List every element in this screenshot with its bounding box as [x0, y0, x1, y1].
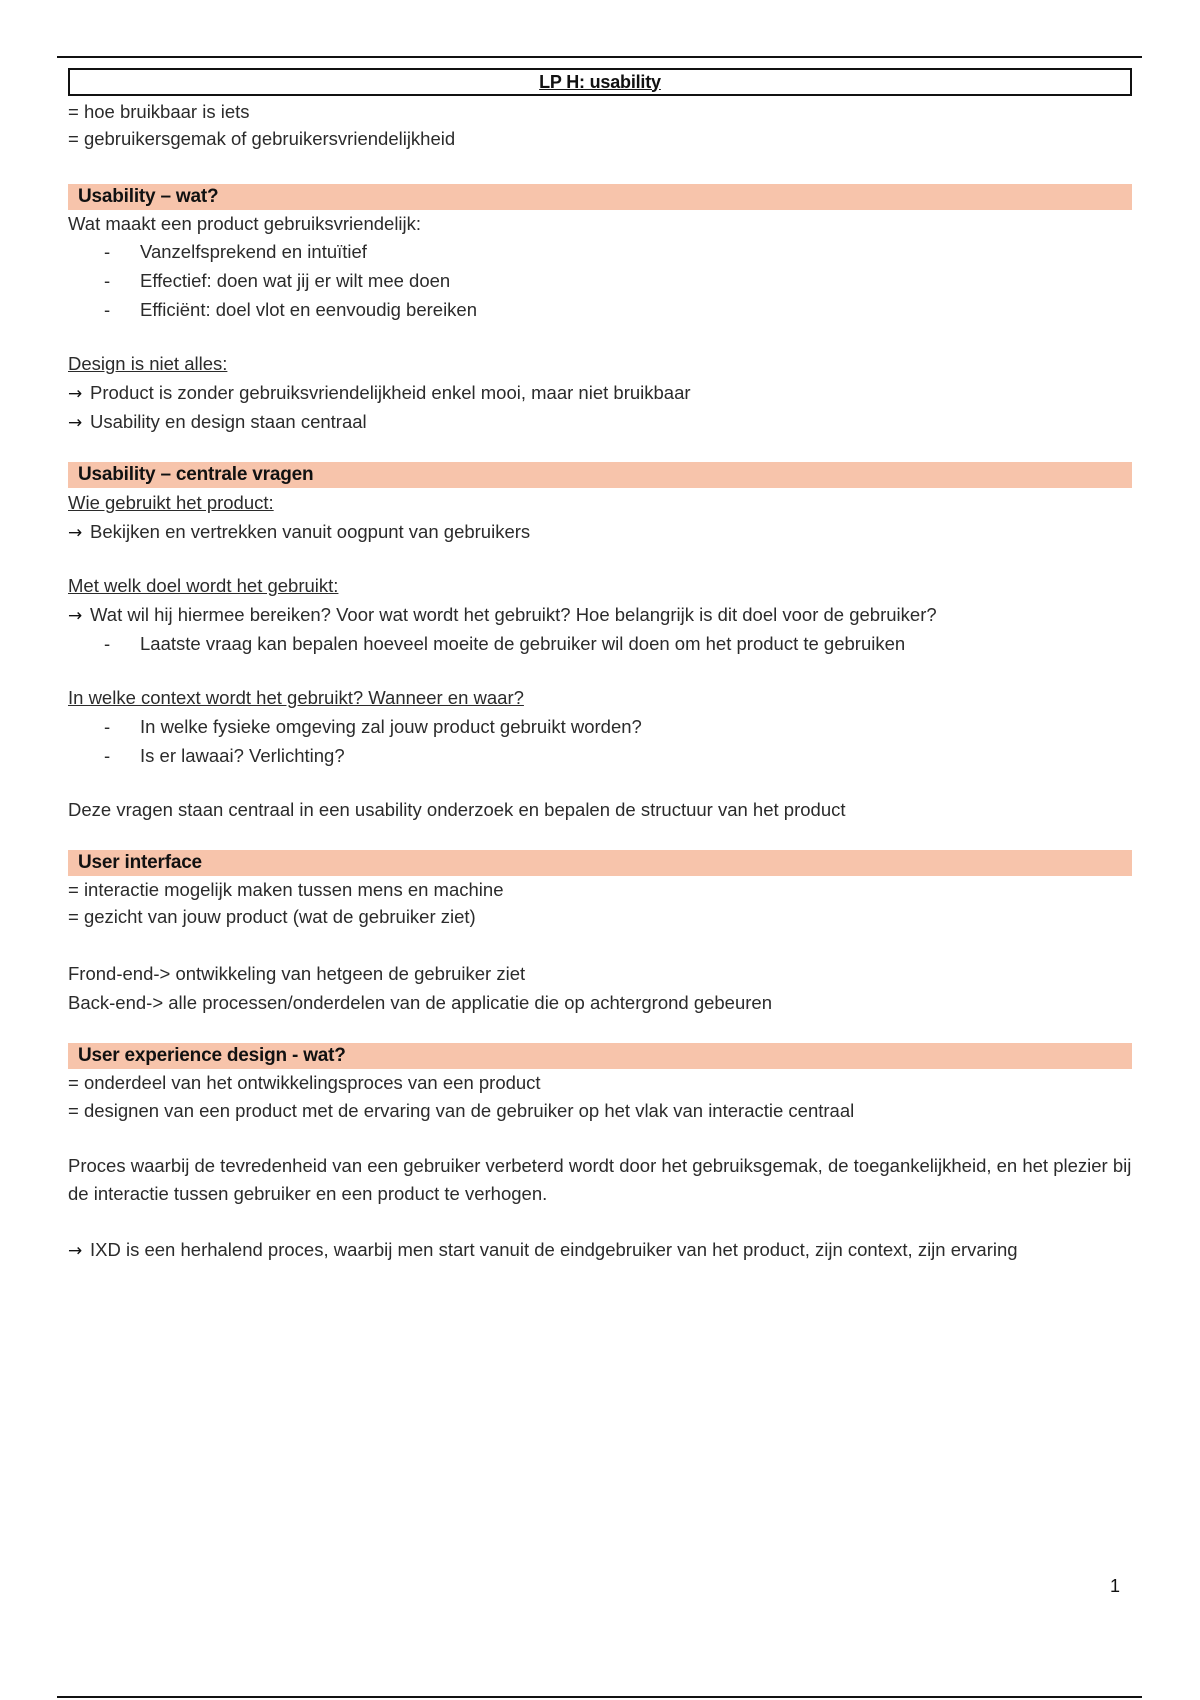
spacer: [68, 436, 1132, 462]
arrow-icon: →: [68, 413, 83, 433]
spacer: [68, 546, 1132, 571]
bullet-item: [68, 741, 1132, 770]
bullet-text: In welke fysieke omgeving zal jouw product gebruikt worden?: [140, 716, 642, 737]
dash-marker: -: [104, 241, 111, 262]
bullet-text: Efficiënt: doel vlot en eenvoudig bereiken: [140, 299, 478, 320]
bullet-item: [68, 712, 1132, 741]
bullet-text: Is er lawaai? Verlichting?: [140, 745, 345, 766]
arrow-icon: →: [68, 523, 83, 543]
bullet-text: Vanzelfsprekend en intuïtief: [140, 241, 367, 262]
ux-process-paragraph: Proces waarbij de tevredenheid van een gebruiker verbeterd wordt door het gebruiksgemak, de toegankelijkheid, en het plezier bij de interactie tussen gebruiker en een product te verhogen.: [68, 1155, 1132, 1204]
goal-point-text: Wat wil hij hiermee bereiken? Voor wat wordt het gebruikt? Hoe belangrijk is dit doel voor de gebruiker?: [90, 604, 937, 625]
spacer: [68, 770, 1132, 795]
design-point-2: [68, 407, 1132, 436]
title-box: [68, 68, 1132, 96]
design-point-text: Product is zonder gebruiksvriendelijkheid enkel mooi, maar niet bruikbaar: [90, 382, 691, 403]
design-point-text: Usability en design staan centraal: [90, 411, 367, 432]
bullet-item: [68, 295, 1132, 324]
arrow-icon: →: [68, 1241, 83, 1261]
bullet-text: Laatste vraag kan bepalen hoeveel moeite de gebruiker wil doen om het product te gebruiken: [140, 633, 906, 654]
ui-def-2: = gezicht van jouw product (wat de gebruiker ziet): [68, 906, 476, 927]
page-number: 1: [1110, 1576, 1121, 1596]
goal-heading: Met welk doel wordt het gebruikt:: [68, 575, 339, 596]
who-point: [68, 517, 1132, 546]
document-page: [68, 68, 1132, 1264]
design-heading: Design is niet alles:: [68, 353, 228, 374]
spacer: [68, 658, 1132, 683]
design-point-1: [68, 378, 1132, 407]
wat-lead: Wat maakt een product gebruiksvriendelijk:: [68, 213, 422, 234]
bottom-rule: [57, 1696, 1142, 1698]
ux-def-2: = designen van een product met de ervaring van de gebruiker op het vlak van interactie centraal: [68, 1100, 855, 1121]
arrow-icon: →: [68, 606, 83, 626]
spacer: [68, 324, 1132, 349]
frontend-line: Frond-end-> ontwikkeling van hetgeen de gebruiker ziet: [68, 963, 526, 984]
ixd-line: [68, 1235, 1132, 1264]
section-heading-usability-wat: Usability – wat?: [68, 184, 1132, 210]
spacer: [68, 930, 1132, 959]
bullet-text: Effectief: doen wat jij er wilt mee doen: [140, 270, 451, 291]
bullet-item: [68, 629, 1132, 658]
dash-marker: -: [104, 270, 111, 291]
ui-def-1: = interactie mogelijk maken tussen mens en machine: [68, 879, 504, 900]
top-rule: [57, 56, 1142, 58]
vragen-conclusion: Deze vragen staan centraal in een usability onderzoek en bepalen de structuur van het product: [68, 799, 846, 820]
spacer: [68, 1125, 1132, 1152]
bullet-item: [68, 266, 1132, 295]
page-title: LP H: usability: [539, 71, 661, 92]
dash-marker: -: [104, 299, 111, 320]
spacer: [68, 824, 1132, 850]
goal-point: [68, 600, 1132, 629]
ixd-text: IXD is een herhalend proces, waarbij men start vanuit de eindgebruiker van het product, zijn context, zijn ervaring: [90, 1239, 1018, 1260]
ux-def-1: = onderdeel van het ontwikkelingsproces van een product: [68, 1072, 541, 1093]
intro-line-1: = hoe bruikbaar is iets: [68, 101, 250, 122]
backend-line: Back-end-> alle processen/onderdelen van de applicatie die op achtergrond gebeuren: [68, 992, 773, 1013]
dash-marker: -: [104, 716, 111, 737]
bullet-item: [68, 237, 1132, 266]
dash-marker: -: [104, 633, 111, 654]
section-heading-user-interface: User interface: [68, 850, 1132, 876]
context-heading: In welke context wordt het gebruikt? Wanneer en waar?: [68, 687, 524, 708]
who-heading: Wie gebruikt het product:: [68, 492, 274, 513]
who-point-text: Bekijken en vertrekken vanuit oogpunt van gebruikers: [90, 521, 531, 542]
spacer: [68, 1208, 1132, 1235]
section-heading-ux-design: User experience design - wat?: [68, 1043, 1132, 1069]
dash-marker: -: [104, 745, 111, 766]
arrow-icon: →: [68, 384, 83, 404]
section-heading-centrale-vragen: Usability – centrale vragen: [68, 462, 1132, 488]
intro-line-2: = gebruikersgemak of gebruikersvriendelijkheid: [68, 128, 456, 149]
spacer: [68, 152, 1132, 184]
spacer: [68, 1017, 1132, 1043]
